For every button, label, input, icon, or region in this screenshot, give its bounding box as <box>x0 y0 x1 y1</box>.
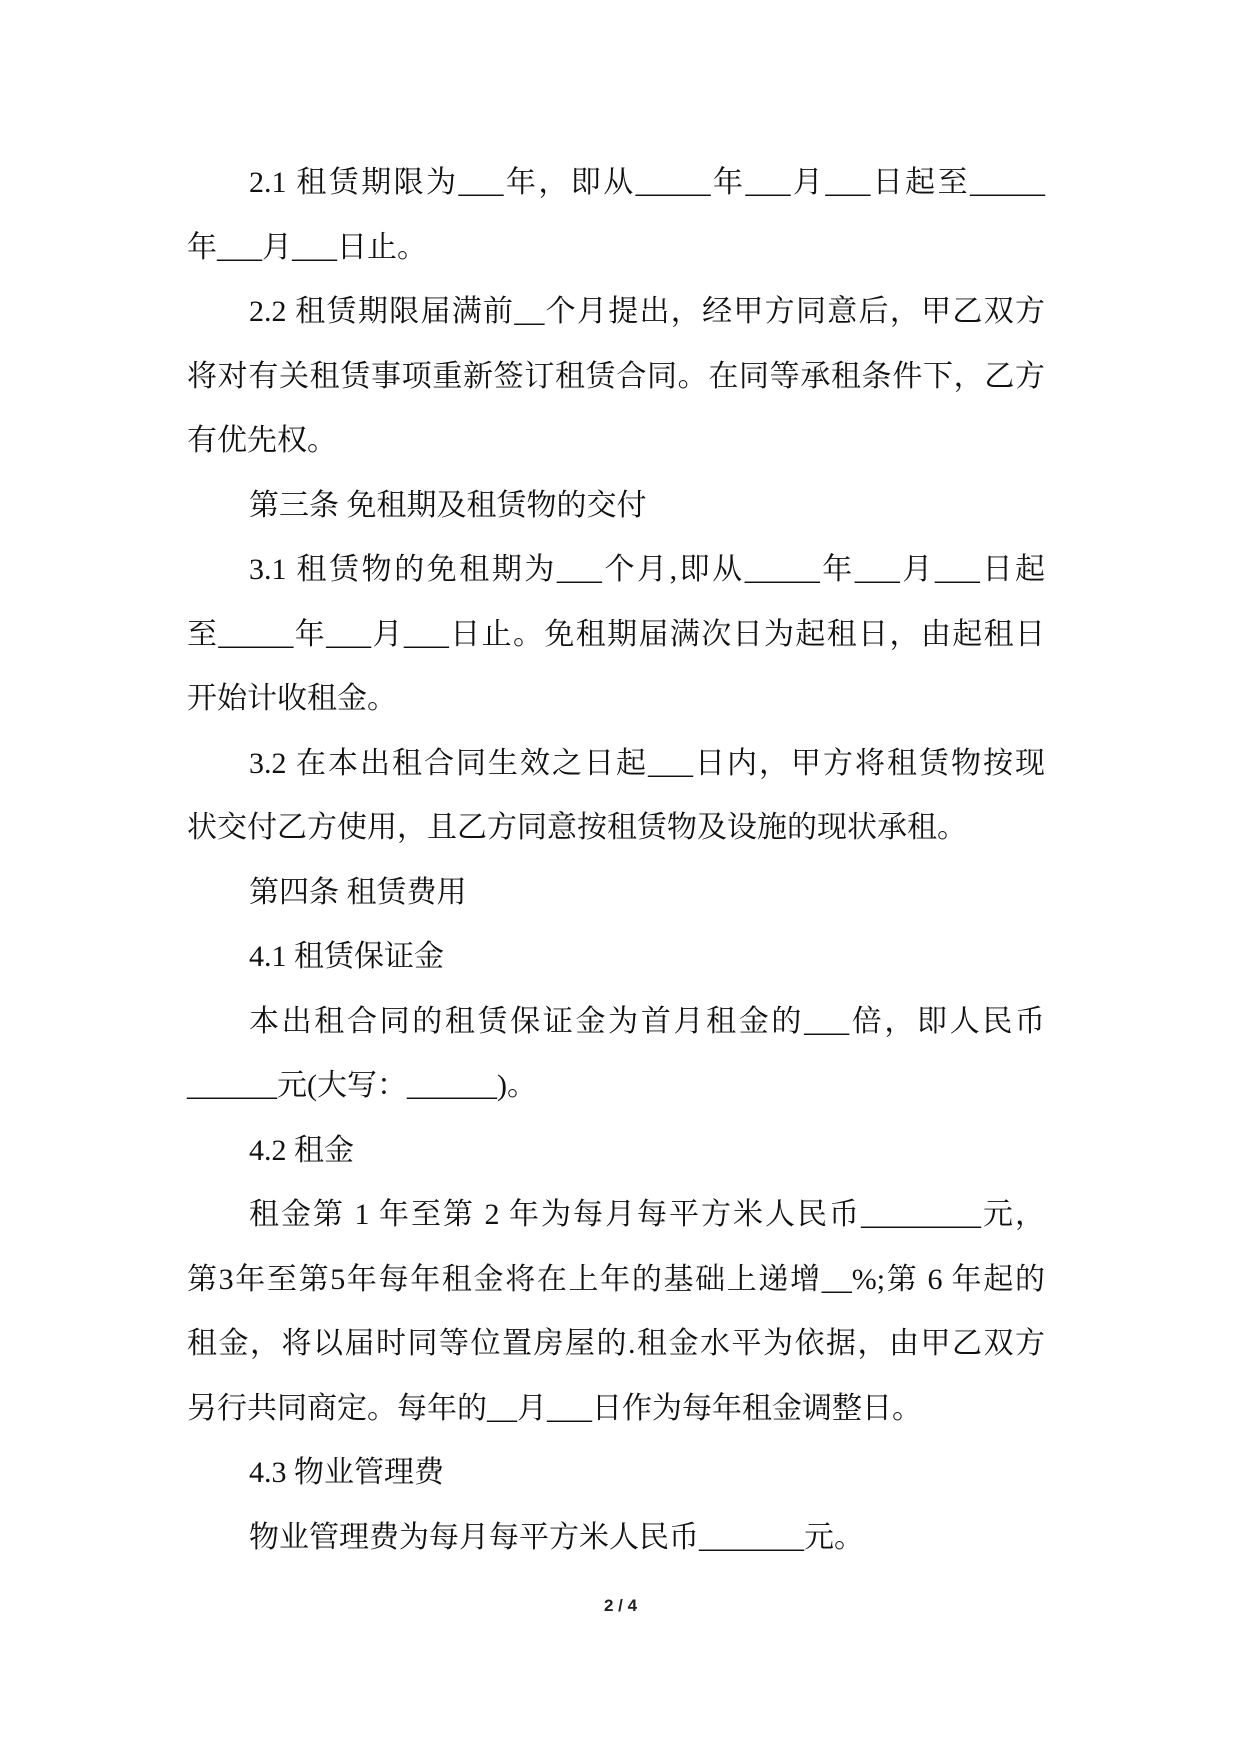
text-line: 第3年至第5年每年租金将在上年的基础上递增__%;第 6 年起的 <box>187 1262 1045 1296</box>
text-line: 将对有关租赁事项重新签订租赁合同。在同等承租条件下，乙方 <box>187 359 1045 393</box>
text-line: 3.1 租赁物的免租期为___个月,即从_____年___月___日起 <box>249 553 1045 586</box>
text-line: 3.2 在本出租合同生效之日起___日内，甲方将租赁物按现 <box>249 746 1045 780</box>
text-line: 年___月___日止。 <box>187 230 427 264</box>
article-4-heading <box>187 861 1045 926</box>
text-line: 开始计收租金。 <box>187 682 397 715</box>
text-line: 至_____年___月___日止。免租期届满次日为起租日，由起租日 <box>187 617 1045 651</box>
text-line: 第三条 免租期及租赁物的交付 <box>249 488 647 522</box>
clause-2-2 <box>187 280 1045 474</box>
text-line: 物业管理费为每月每平方米人民币_______元。 <box>249 1520 864 1554</box>
text-line: 2.1 租赁期限为___年，即从_____年___月___日起至_____ <box>249 166 1045 199</box>
clause-4-3-heading <box>187 1441 1045 1506</box>
text-line: 另行共同商定。每年的__月___日作为每年租金调整日。 <box>187 1391 922 1425</box>
clause-4-2-text <box>187 1183 1045 1441</box>
text-line: ______元(大写：______)。 <box>187 1069 537 1102</box>
clause-4-3-text <box>187 1506 1045 1571</box>
text-line: 本出租合同的租赁保证金为首月租金的___倍，即人民币 <box>249 1004 1045 1038</box>
clause-4-1-heading <box>187 925 1045 990</box>
clause-2-1 <box>187 151 1045 280</box>
clause-3-2 <box>187 732 1045 861</box>
text-line: 2.2 租赁期限届满前__个月提出，经甲方同意后，甲乙双方 <box>249 295 1045 328</box>
clause-3-1 <box>187 538 1045 732</box>
text-line: 租金，将以届时同等位置房屋的.租金水平为依据，由甲乙双方 <box>187 1327 1045 1360</box>
clause-4-2-heading <box>187 1119 1045 1184</box>
text-line: 有优先权。 <box>187 424 337 457</box>
document-body <box>187 151 1045 1570</box>
article-3-heading <box>187 474 1045 539</box>
text-line: 租金第 1 年至第 2 年为每月每平方米人民币________元， <box>249 1198 1045 1231</box>
text-line: 状交付乙方使用，且乙方同意按租赁物及设施的现状承租。 <box>187 811 967 844</box>
text-line: 4.1 租赁保证金 <box>249 940 444 973</box>
text-line: 第四条 租赁费用 <box>249 875 467 909</box>
text-line: 4.3 物业管理费 <box>249 1456 444 1489</box>
page-number: 2 / 4 <box>603 1596 638 1615</box>
clause-4-1-text <box>187 990 1045 1119</box>
text-line: 4.2 租金 <box>249 1133 354 1167</box>
